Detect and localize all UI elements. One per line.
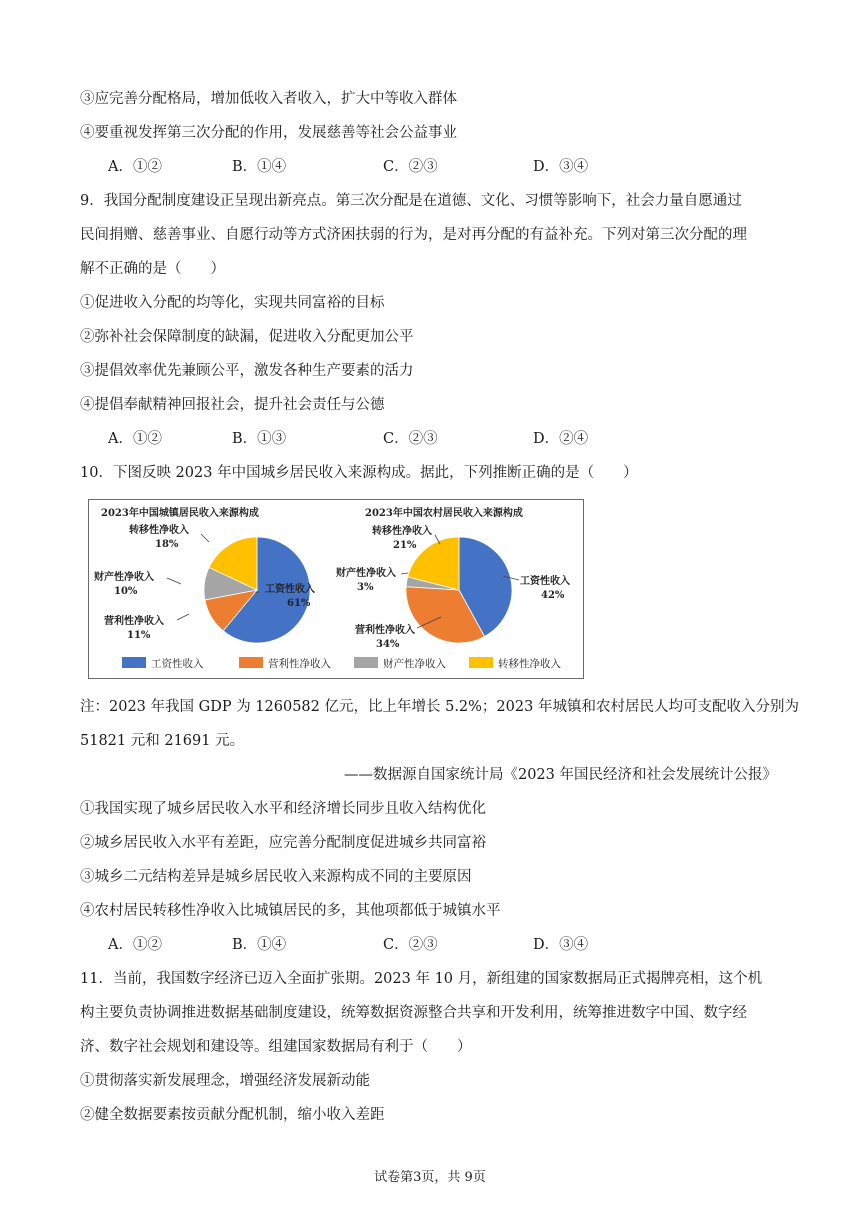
legend-swatch-2 [354, 657, 378, 668]
pie-0-label-value-1: 11% [127, 630, 151, 641]
pie-0-label-value-3: 18% [155, 539, 179, 550]
pie-0-leader-3 [201, 534, 209, 542]
pie-0-leader-1 [177, 614, 189, 620]
legend-swatch-0 [122, 657, 146, 668]
q9-option-1: ①促进收入分配的均等化，实现共同富裕的目标 [80, 295, 385, 311]
q11-stem-line-1: 11．当前，我国数字经济已迈入全面扩张期。2023 年 10 月，新组建的国家数据局正式揭牌亮相，这个机 [80, 971, 763, 987]
q9-choice-c[interactable]: C．②③ [383, 431, 438, 447]
q9-choices [108, 429, 668, 449]
q10-choice-b[interactable]: B．①④ [232, 937, 287, 953]
q9-choice-d[interactable]: D．②④ [533, 431, 589, 447]
legend-label-1: 营利性净收入 [268, 658, 331, 670]
pie-1-label-name-2: 财产性净收入 [336, 568, 396, 579]
q9-option-4: ④提倡奉献精神回报社会，提升社会责任与公德 [80, 397, 385, 413]
q8-option-3: ③应完善分配格局，增加低收入者收入，扩大中等收入群体 [80, 91, 457, 107]
q8-choice-d[interactable]: D．③④ [533, 159, 589, 175]
income-pie-charts-figure [88, 499, 584, 679]
q10-choices [108, 935, 668, 955]
q10-option-3: ③城乡二元结构差异是城乡居民收入来源构成不同的主要原因 [80, 869, 472, 885]
q11-stem-line-3: 济、数字社会规划和建设等。组建国家数据局有利于（ ） [80, 1039, 472, 1055]
q9-option-3: ③提倡效率优先兼顾公平，激发各种生产要素的活力 [80, 363, 414, 379]
pie-0-label-value-0: 61% [287, 598, 311, 609]
q10-option-4: ④农村居民转移性净收入比城镇居民的多，其他项都低于城镇水平 [80, 903, 501, 919]
legend-label-0: 工资性收入 [151, 658, 204, 670]
q10-source: ——数据源自国家统计局《2023 年国民经济和社会发展统计公报》 [343, 767, 777, 783]
legend-swatch-3 [469, 657, 493, 668]
pie-0-label-name-2: 财产性净收入 [94, 572, 154, 583]
q9-option-2: ②弥补社会保障制度的缺漏，促进收入分配更加公平 [80, 329, 414, 345]
q11-option-2: ②健全数据要素按贡献分配机制，缩小收入差距 [80, 1107, 385, 1123]
q10-choice-c[interactable]: C．②③ [383, 937, 438, 953]
q10-option-2: ②城乡居民收入水平有差距，应完善分配制度促进城乡共同富裕 [80, 835, 486, 851]
q10-choice-d[interactable]: D．③④ [533, 937, 589, 953]
q9-choice-b[interactable]: B．①③ [232, 431, 287, 447]
page-footer: 试卷第3页，共 9页 [374, 1170, 486, 1185]
q10-stem: 10．下图反映 2023 年中国城乡居民收入来源构成。据此，下列推断正确的是（ ） [80, 465, 638, 481]
q10-note-line-1: 注：2023 年我国 GDP 为 1260582 亿元，比上年增长 5.2%；2023 年城镇和农村居民人均可支配收入分别为 [80, 699, 799, 715]
q8-option-4: ④要重视发挥第三次分配的作用，发展慈善等社会公益事业 [80, 125, 457, 141]
q11-stem-line-2: 构主要负责协调推进数据基础制度建设，统筹数据资源整合共享和开发利用，统筹推进数字中国、数字经 [80, 1005, 747, 1021]
q11-option-1: ①贯彻落实新发展理念，增强经济发展新动能 [80, 1073, 370, 1089]
pie-title-1: 2023年中国农村居民收入来源构成 [365, 508, 523, 519]
q8-choice-b[interactable]: B．①④ [232, 159, 287, 175]
pie-1-label-value-2: 3% [357, 582, 374, 593]
q8-choice-a[interactable]: A．①② [108, 159, 162, 175]
pie-1-label-value-1: 34% [376, 639, 400, 650]
q10-option-1: ①我国实现了城乡居民收入水平和经济增长同步且收入结构优化 [80, 801, 486, 817]
q9-stem-line-1: 9．我国分配制度建设正呈现出新亮点。第三次分配是在道德、文化、习惯等影响下，社会力量自愿通过 [80, 193, 742, 209]
q10-note-line-2: 51821 元和 21691 元。 [80, 733, 245, 749]
pie-1-label-name-1: 营利性净收入 [355, 625, 415, 636]
pie-0-leader-2 [167, 578, 181, 584]
pie-0-label-name-1: 营利性净收入 [104, 616, 164, 627]
pie-title-0: 2023年中国城镇居民收入来源构成 [101, 508, 259, 519]
pie-0-label-value-2: 10% [114, 586, 138, 597]
pie-charts-svg [89, 500, 583, 678]
q9-stem-line-3: 解不正确的是（ ） [80, 261, 225, 277]
q10-choice-a[interactable]: A．①② [108, 937, 162, 953]
pie-0-label-name-3: 转移性净收入 [129, 525, 189, 536]
pie-0-label-name-0: 工资性收入 [265, 584, 315, 595]
q8-choice-c[interactable]: C．②③ [383, 159, 438, 175]
pie-1-label-name-0: 工资性收入 [520, 576, 570, 587]
q8-choices [108, 157, 668, 177]
legend-label-2: 财产性净收入 [383, 658, 446, 670]
pie-1-label-name-3: 转移性净收入 [372, 526, 432, 537]
q9-stem-line-2: 民间捐赠、慈善事业、自愿行动等方式济困扶弱的行为，是对再分配的有益补充。下列对第三次分配的理 [80, 227, 747, 243]
pie-1-label-value-0: 42% [541, 590, 565, 601]
q9-choice-a[interactable]: A．①② [108, 431, 162, 447]
legend-label-3: 转移性净收入 [498, 658, 561, 670]
legend-swatch-1 [239, 657, 263, 668]
pie-1-label-value-3: 21% [393, 540, 417, 551]
